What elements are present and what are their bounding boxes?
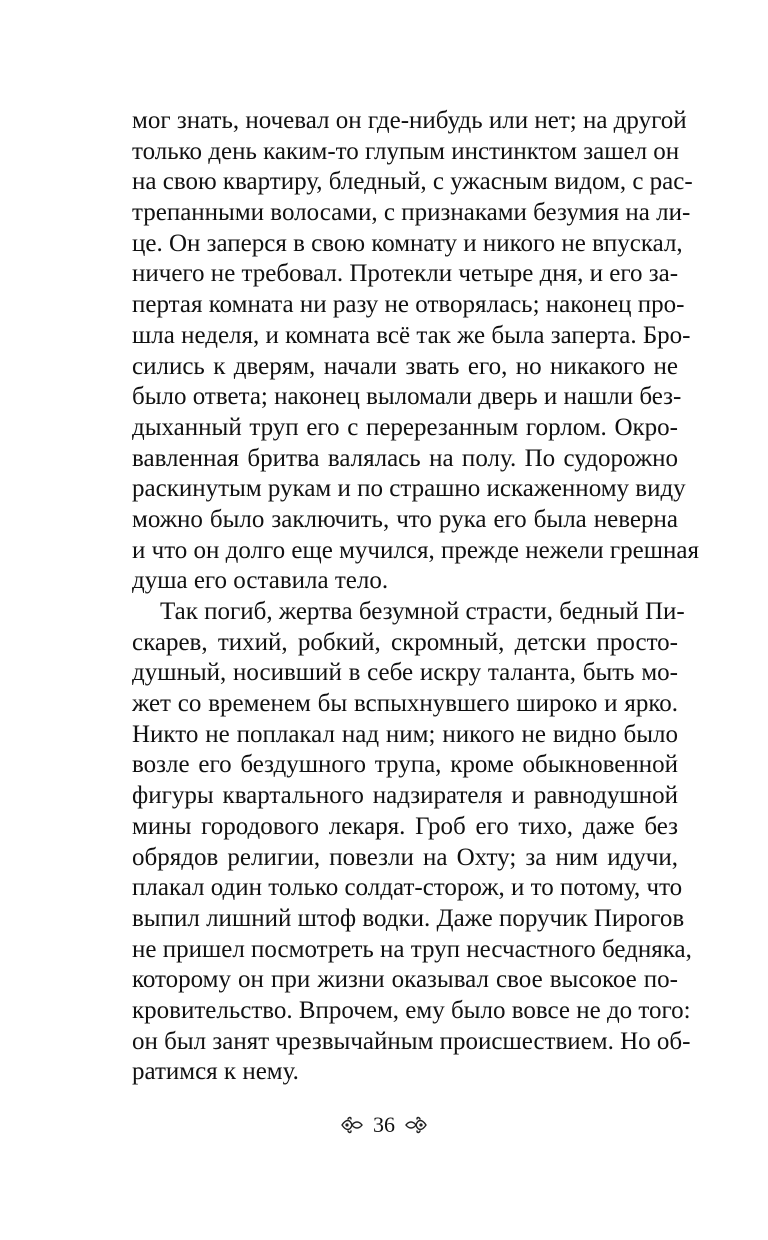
text-line: дыханный труп его с перерезанным горлом. Окро- <box>132 413 678 441</box>
text-line: на свою квартиру, бледный, с ужасным видом, с рас- <box>132 168 693 196</box>
text-line: Никто не поплакал над ним; никого не видно было <box>132 720 678 748</box>
text-line: которому он при жизни оказывал свое высокое по- <box>132 966 678 994</box>
text-line: душа его оставила тело. <box>132 567 389 595</box>
text-line: вавленная бритва валялась на полу. По судорожно <box>132 444 678 472</box>
paragraph-1 <box>132 106 699 597</box>
text-line: пертая комната ни разу не отворялась; наконец про- <box>132 291 685 319</box>
text-line: плакал один только солдат-сторож, и то потому, что <box>132 874 683 902</box>
text-line: было ответа; наконец выломали дверь и нашли без- <box>132 383 682 411</box>
text-line: трепанными волосами, с признаками безумия на ли- <box>132 199 691 227</box>
text-line: скарев, тихий, робкий, скромный, детски просто- <box>132 628 678 656</box>
text-line: кровительство. Впрочем, ему было вовсе не до того: <box>132 996 691 1024</box>
text-line: жет со временем бы вспыхнувшего широко и ярко. <box>132 690 678 718</box>
text-line: только день каким-то глупым инстинктом зашел он <box>132 137 680 165</box>
text-line: шла неделя, и комната всё так же была заперта. Бро- <box>132 321 691 349</box>
text-line: он был занят чрезвычайным происшествием. Но об- <box>132 1027 691 1055</box>
text-line: це. Он заперся в свою комнату и никого не впускал, <box>132 229 683 257</box>
text-line: ратимся к нему. <box>132 1058 299 1086</box>
text-line: ничего не требовал. Протекли четыре дня, и его за- <box>132 260 679 288</box>
text-line: возле его бездушного трупа, кроме обыкновенной <box>132 751 678 779</box>
page-number: 36 <box>373 1112 395 1137</box>
text-line: не пришел посмотреть на труп несчастного бедняка, <box>132 935 692 963</box>
paragraph-2 <box>132 597 692 1088</box>
text-line: выпил лишний штоф водки. Даже поручик Пирогов <box>132 904 685 932</box>
text-line: обрядов религии, повезли на Охту; за ним идучи, <box>132 843 678 871</box>
text-line: можно было заключить, что рука его была неверна <box>132 505 678 533</box>
text-line: душный, носивший в себе искру таланта, быть мо- <box>132 659 678 687</box>
text-line: и что он долго еще мучился, прежде нежели грешная <box>132 536 699 564</box>
text-line: сились к дверям, начали звать его, но никакого не <box>132 352 678 380</box>
body-text <box>132 106 699 1088</box>
page-footer <box>0 1112 768 1138</box>
text-line: мины городового лекаря. Гроб его тихо, даже без <box>132 812 678 840</box>
text-line: раскинутым рукам и по страшно искаженному виду <box>132 475 686 503</box>
fleuron-right-icon <box>403 1115 429 1135</box>
text-line: Так погиб, жертва безумной страсти, бедный Пи- <box>160 598 685 625</box>
text-line: фигуры квартального надзирателя и равнодушной <box>132 782 678 810</box>
text-line: мог знать, ночевал он где-нибудь или нет; на другой <box>132 107 687 134</box>
fleuron-left-icon <box>339 1115 365 1135</box>
